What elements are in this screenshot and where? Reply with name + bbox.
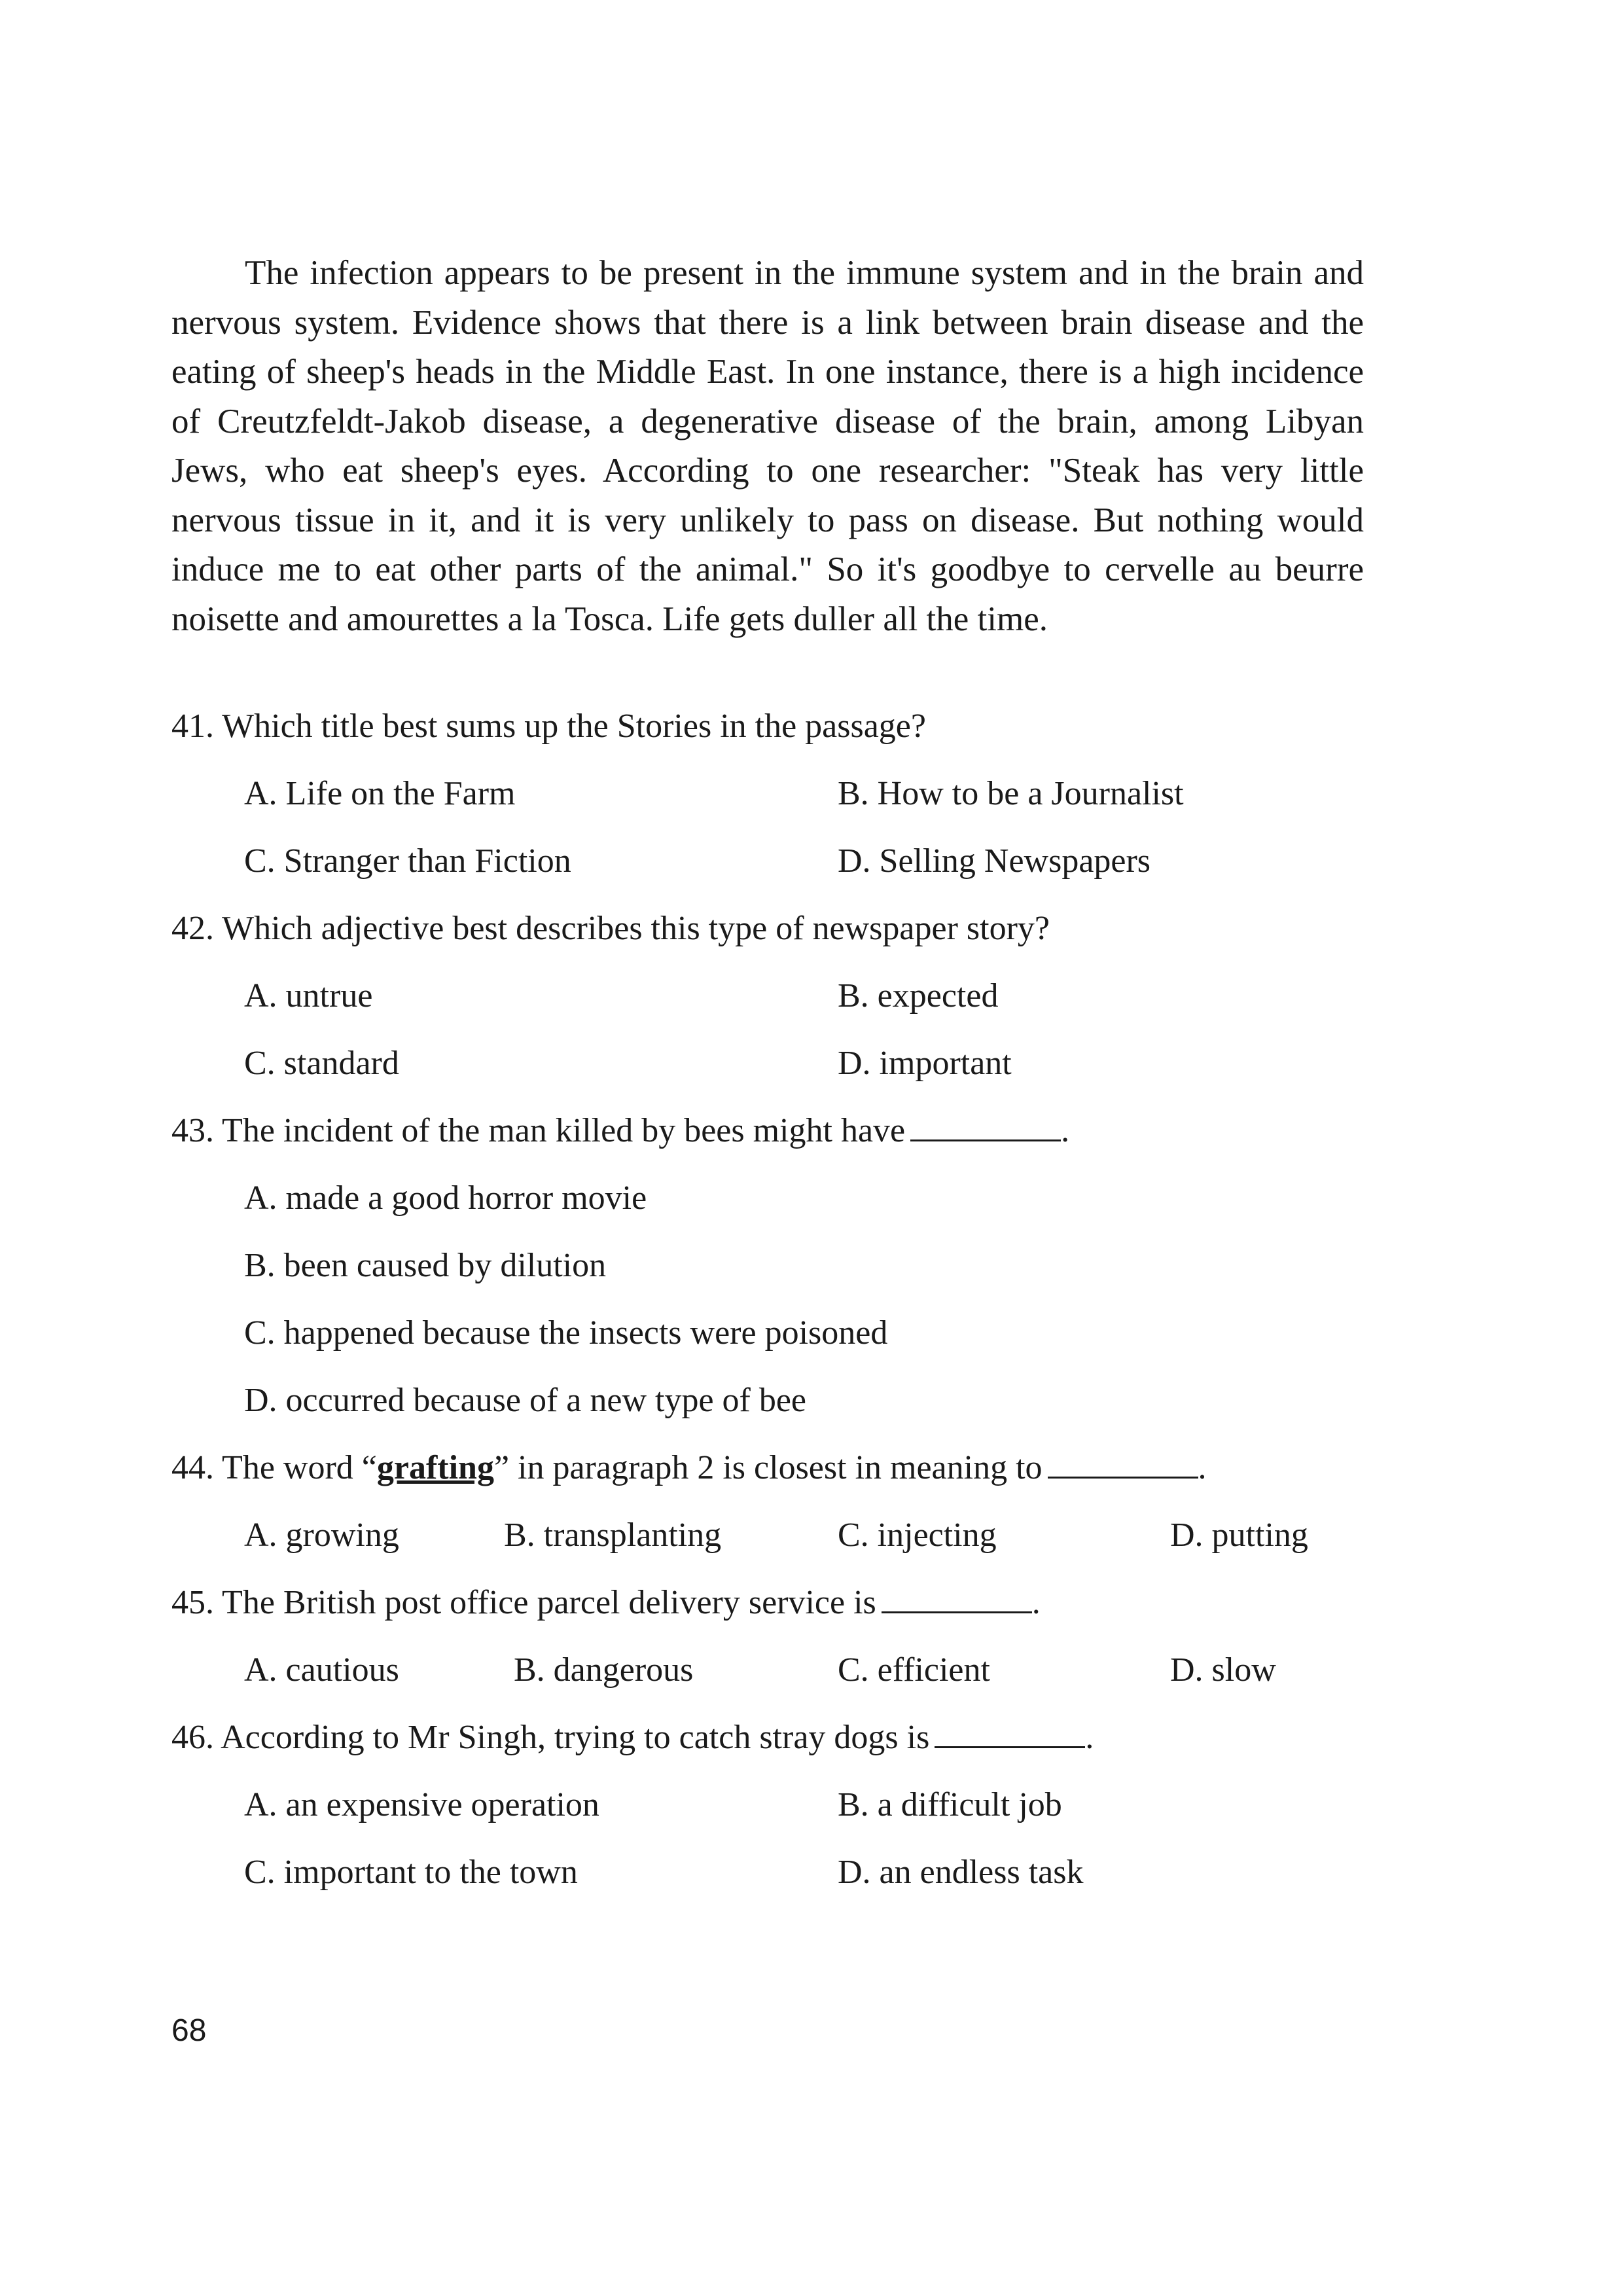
q42-option-a: A. untrue (244, 977, 373, 1014)
q43-option-a: A. made a good horror movie (244, 1179, 647, 1217)
q45-stem: 45. The British post office parcel delivery service is (171, 1584, 876, 1621)
q44-key-word: grafting (376, 1449, 494, 1486)
q41-option-d: D. Selling Newspapers (838, 842, 1151, 880)
q45-option-a: A. cautious (244, 1651, 399, 1689)
q44-option-a: A. growing (244, 1516, 399, 1554)
q44-option-b: B. transplanting (504, 1516, 722, 1554)
q41-option-b: B. How to be a Journalist (838, 775, 1184, 812)
q45-option-c: C. efficient (838, 1651, 990, 1689)
q44-option-d: D. putting (1170, 1516, 1308, 1554)
question-44 (171, 1448, 1207, 1487)
q45-end: . (1031, 1584, 1041, 1621)
q46-end: . (1085, 1719, 1094, 1756)
q43-option-b: B. been caused by dilution (244, 1247, 607, 1284)
question-41: 41. Which title best sums up the Stories in the passage? (171, 708, 926, 745)
passage-paragraph: The infection appears to be present in the immune system and in the brain and nervous system. Evidence shows that there is a link between brain disease and the eating of sheep's heads in the Middle East. In one instance, there is a high incidence of Creutzfeldt-Jakob disease, a degenerative disease of the brain, among Libyan Jews, who eat sheep's eyes. According to one researcher: "Steak has very little nervous tissue in it, and it is very unlikely to pass on disease. But nothing would induce me to eat other parts of the animal." So it's goodbye to cervelle au beurre noisette and amourettes a la Tosca. Life gets duller all the time. (171, 254, 1364, 638)
q45-option-b: B. dangerous (514, 1651, 694, 1689)
q44-stem-start: 44. The word “ (171, 1449, 377, 1486)
question-45 (171, 1583, 1041, 1622)
answer-blank (910, 1113, 1061, 1141)
q43-option-d: D. occurred because of a new type of bee (244, 1382, 807, 1419)
answer-blank (935, 1720, 1085, 1748)
q45-option-d: D. slow (1170, 1651, 1276, 1689)
q42-option-d: D. important (838, 1045, 1012, 1082)
q46-stem: 46. According to Mr Singh, trying to catch stray dogs is (171, 1719, 930, 1756)
q42-option-b: B. expected (838, 977, 999, 1014)
q46-option-b: B. a difficult job (838, 1786, 1062, 1823)
q44-stem-end: ” in paragraph 2 is closest in meaning to (493, 1449, 1043, 1486)
reading-passage (171, 249, 1364, 644)
answer-blank (882, 1585, 1032, 1613)
question-42: 42. Which adjective best describes this type of newspaper story? (171, 910, 1050, 947)
q41-option-a: A. Life on the Farm (244, 775, 516, 812)
q46-option-d: D. an endless task (838, 1854, 1084, 1891)
q46-option-a: A. an expensive operation (244, 1786, 599, 1823)
q43-end: . (1061, 1112, 1070, 1149)
question-46 (171, 1718, 1094, 1757)
answer-blank (1048, 1450, 1198, 1479)
question-43 (171, 1111, 1069, 1150)
q41-option-c: C. Stranger than Fiction (244, 842, 571, 880)
q43-stem: 43. The incident of the man killed by bees might have (171, 1112, 906, 1149)
page-number: 68 (171, 2013, 207, 2048)
q46-option-c: C. important to the town (244, 1854, 578, 1891)
q44-option-c: C. injecting (838, 1516, 997, 1554)
q44-end: . (1198, 1449, 1207, 1486)
q43-option-c: C. happened because the insects were poisoned (244, 1314, 888, 1352)
q42-option-c: C. standard (244, 1045, 399, 1082)
